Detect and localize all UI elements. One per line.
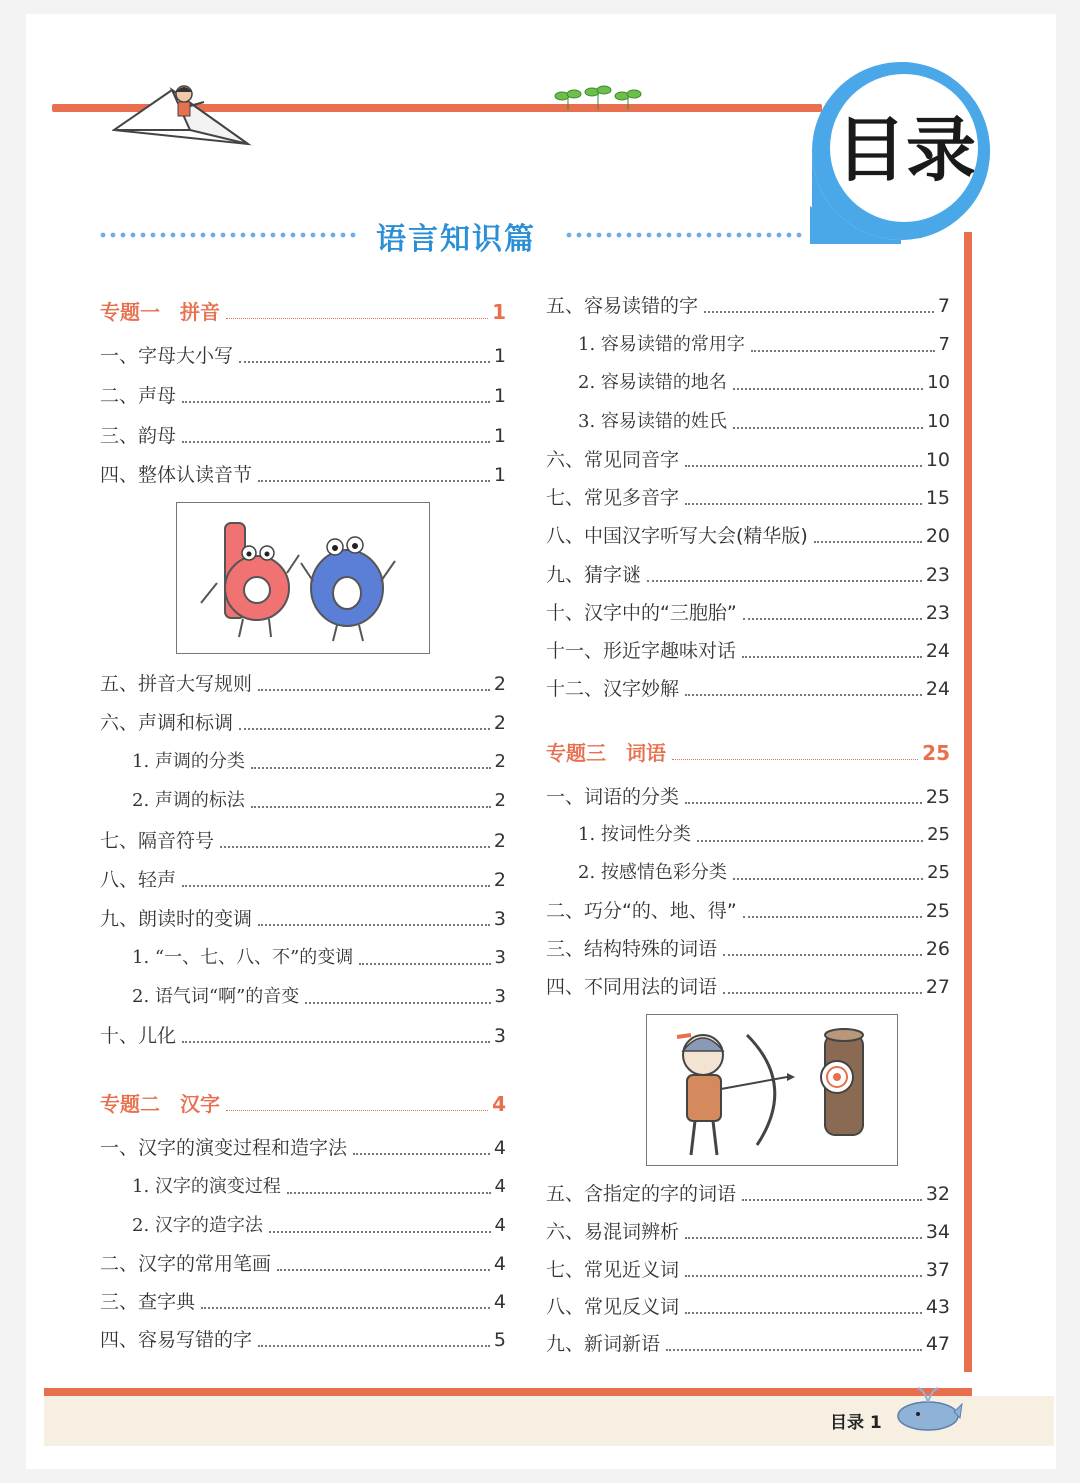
toc-entry-title: 八、中国汉字听写大会(精华版) — [546, 525, 808, 547]
dot-leader — [751, 350, 935, 352]
dot-leader — [305, 1002, 490, 1004]
toc-entry-title: 十、汉字中的“三胞胎” — [546, 602, 737, 624]
dot-leader — [733, 388, 923, 390]
toc-entry — [546, 975, 950, 999]
toc-page-number: 7 — [938, 334, 950, 355]
toc-entry-title: 五、拼音大写规则 — [100, 673, 253, 695]
page-footer-label: 目录 1 — [830, 1413, 882, 1433]
toc-entry-title: 三、查字典 — [100, 1291, 196, 1313]
dot-leader — [258, 924, 490, 926]
toc-entry-title: 八、轻声 — [100, 869, 177, 891]
toc-entry — [546, 524, 950, 548]
toc-entry — [546, 639, 950, 663]
toc-entry-title: 3. 容易读错的姓氏 — [578, 411, 727, 432]
toc-entry-title: 七、常见近义词 — [546, 1259, 680, 1281]
toc-page-number: 25 — [927, 862, 950, 883]
toc-entry — [100, 424, 506, 448]
toc-entry — [100, 1024, 506, 1048]
right-border-line — [964, 232, 972, 1372]
toc-entry — [546, 677, 950, 701]
toc-entry — [578, 371, 950, 395]
toc-entry-title: 2. 汉字的造字法 — [132, 1215, 263, 1236]
dot-leader — [685, 694, 922, 696]
toc-page-number: 2 — [493, 673, 506, 695]
dot-leader — [258, 480, 490, 482]
toc-page-number: 43 — [925, 1296, 950, 1318]
toc-entry-title: 专题三 词语 — [546, 741, 666, 765]
toc-entry — [132, 1175, 506, 1199]
toc-entry — [578, 823, 950, 847]
toc-entry — [546, 563, 950, 587]
toc-page-number: 25 — [927, 824, 950, 845]
toc-page-number: 20 — [925, 525, 950, 547]
dot-leader — [742, 656, 922, 658]
toc-page-number: 4 — [493, 1137, 506, 1159]
dot-leader — [277, 1269, 490, 1271]
toc-entry — [578, 861, 950, 885]
toc-page-number: 3 — [493, 1025, 506, 1047]
dot-leader — [685, 802, 922, 804]
toc-entry — [546, 1295, 950, 1319]
dot-leader — [666, 1349, 922, 1351]
toc-entry — [100, 868, 506, 892]
toc-chapter-heading — [100, 300, 506, 324]
toc-entry-title: 六、常见同音字 — [546, 449, 680, 471]
dot-leader — [239, 728, 490, 730]
toc-entry — [546, 1258, 950, 1282]
toc-page-number: 34 — [925, 1221, 950, 1243]
toc-page-number: 4 — [494, 1176, 506, 1197]
toc-page-number: 15 — [925, 487, 950, 509]
toc-entry-title: 三、结构特殊的词语 — [546, 938, 718, 960]
toc-page-number: 3 — [494, 986, 506, 1007]
toc-page-number: 3 — [493, 908, 506, 930]
toc-page-number: 7 — [937, 295, 950, 317]
toc-page-number: 1 — [493, 464, 506, 486]
toc-entry-title: 三、韵母 — [100, 425, 177, 447]
toc-entry — [100, 829, 506, 853]
dot-leader — [182, 1041, 490, 1043]
dotted-divider-left — [100, 232, 360, 238]
toc-page-number: 4 — [492, 1092, 506, 1116]
toc-entry-title: 五、容易读错的字 — [546, 295, 699, 317]
dot-leader — [685, 465, 922, 467]
toc-page-number: 26 — [925, 938, 950, 960]
toc-entry — [546, 448, 950, 472]
toc-entry-title: 1. 容易读错的常用字 — [578, 334, 745, 355]
toc-entry-title: 九、新词新语 — [546, 1333, 661, 1355]
toc-entry — [546, 937, 950, 961]
illustration-bo-letters — [176, 502, 430, 654]
toc-chapter-heading — [100, 1092, 506, 1116]
dot-leader — [226, 318, 488, 319]
dot-leader — [251, 806, 491, 808]
toc-entry — [100, 1290, 506, 1314]
toc-page-number: 10 — [927, 411, 950, 432]
toc-page-number: 2 — [493, 830, 506, 852]
toc-page-number: 32 — [925, 1183, 950, 1205]
dot-leader — [258, 689, 490, 691]
dot-leader — [733, 427, 923, 429]
toc-entry — [100, 1252, 506, 1276]
toc-entry-title: 1. 声调的分类 — [132, 751, 245, 772]
toc-entry — [100, 344, 506, 368]
toc-entry-title: 七、隔音符号 — [100, 830, 215, 852]
toc-entry-title: 2. 语气词“啊”的音变 — [132, 986, 300, 1007]
toc-page-number: 5 — [493, 1329, 506, 1351]
toc-page-number: 24 — [925, 640, 950, 662]
toc-entry — [578, 410, 950, 434]
toc-entry-title: 二、巧分“的、地、得” — [546, 900, 737, 922]
toc-page-number: 1 — [493, 425, 506, 447]
toc-entry-title: 二、汉字的常用笔画 — [100, 1253, 272, 1275]
toc-entry — [546, 294, 950, 318]
toc-entry-title: 八、常见反义词 — [546, 1296, 680, 1318]
toc-entry-title: 1. 按词性分类 — [578, 824, 691, 845]
toc-page-number: 25 — [925, 900, 950, 922]
toc-page-number: 10 — [927, 372, 950, 393]
dot-leader — [239, 361, 490, 363]
toc-title: 目录 — [836, 109, 976, 191]
whale-icon — [894, 1378, 964, 1434]
toc-entry-title: 2. 声调的标法 — [132, 790, 245, 811]
dot-leader — [353, 1153, 490, 1155]
toc-entry-title: 六、易混词辨析 — [546, 1221, 680, 1243]
toc-page-number: 2 — [493, 869, 506, 891]
toc-entry — [546, 785, 950, 809]
toc-entry-title: 1. 汉字的演变过程 — [132, 1176, 281, 1197]
toc-page-number: 27 — [925, 976, 950, 998]
dot-leader — [647, 580, 922, 582]
dot-leader — [743, 618, 922, 620]
toc-entry-title: 四、整体认读音节 — [100, 464, 253, 486]
dot-leader — [182, 885, 490, 887]
toc-page-number: 10 — [925, 449, 950, 471]
toc-page-number: 25 — [925, 786, 950, 808]
toc-page-number: 1 — [492, 300, 506, 324]
dot-leader — [742, 1199, 922, 1201]
dot-leader — [723, 992, 922, 994]
dot-leader — [723, 954, 922, 956]
toc-entry — [100, 1136, 506, 1160]
toc-entry-title: 十一、形近字趣味对话 — [546, 640, 737, 662]
dot-leader — [814, 541, 922, 543]
dot-leader — [697, 840, 923, 842]
section-title: 语言知识篇 — [376, 222, 536, 257]
illustration-archer — [646, 1014, 898, 1166]
toc-page-number: 2 — [494, 751, 506, 772]
toc-entry — [100, 1328, 506, 1352]
toc-page-number: 1 — [493, 345, 506, 367]
dot-leader — [685, 503, 922, 505]
toc-entry — [100, 672, 506, 696]
toc-entry — [546, 486, 950, 510]
dot-leader — [269, 1231, 491, 1233]
toc-entry-title: 一、字母大小写 — [100, 345, 234, 367]
toc-entry — [100, 907, 506, 931]
toc-entry — [100, 711, 506, 735]
toc-page-number: 47 — [925, 1333, 950, 1355]
toc-entry — [546, 899, 950, 923]
toc-entry-title: 2. 按感情色彩分类 — [578, 862, 727, 883]
toc-page-number: 24 — [925, 678, 950, 700]
toc-page-number: 2 — [494, 790, 506, 811]
toc-entry-title: 1. “一、七、八、不”的变调 — [132, 947, 354, 968]
toc-entry-title: 专题一 拼音 — [100, 300, 220, 324]
dot-leader — [685, 1275, 922, 1277]
toc-entry — [132, 750, 506, 774]
dot-leader — [743, 916, 922, 918]
toc-entry — [100, 384, 506, 408]
letters-bo-icon — [177, 503, 429, 653]
toc-page-number: 23 — [925, 564, 950, 586]
toc-page-number: 23 — [925, 602, 950, 624]
dot-leader — [182, 401, 490, 403]
toc-entry-title: 十、儿化 — [100, 1025, 177, 1047]
toc-entry-title: 六、声调和标调 — [100, 712, 234, 734]
dot-leader — [220, 846, 490, 848]
toc-entry — [578, 333, 950, 357]
dot-leader — [704, 311, 934, 313]
dot-leader — [672, 759, 918, 760]
toc-entry — [546, 1332, 950, 1356]
paper-plane-icon — [112, 80, 252, 150]
dot-leader — [182, 441, 490, 443]
dot-leader — [251, 767, 491, 769]
toc-entry-title: 九、猜字谜 — [546, 564, 642, 586]
toc-entry-title: 十二、汉字妙解 — [546, 678, 680, 700]
toc-entry — [132, 985, 506, 1009]
toc-page-number: 1 — [493, 385, 506, 407]
toc-entry-title: 四、容易写错的字 — [100, 1329, 253, 1351]
dot-leader — [685, 1237, 922, 1239]
toc-page-number: 4 — [493, 1291, 506, 1313]
toc-entry-title: 九、朗读时的变调 — [100, 908, 253, 930]
toc-page-number: 37 — [925, 1259, 950, 1281]
sprout-icon — [554, 84, 658, 112]
toc-chapter-heading — [546, 741, 950, 765]
archer-target-icon — [647, 1015, 897, 1165]
toc-entry-title: 二、声母 — [100, 385, 177, 407]
dot-leader — [359, 963, 490, 965]
toc-entry — [132, 789, 506, 813]
toc-page-number: 3 — [494, 947, 506, 968]
dotted-divider-right — [566, 232, 806, 238]
toc-entry — [132, 946, 506, 970]
toc-entry-title: 2. 容易读错的地名 — [578, 372, 727, 393]
toc-page-number: 2 — [493, 712, 506, 734]
toc-entry — [546, 1182, 950, 1206]
toc-entry — [546, 1220, 950, 1244]
toc-entry-title: 五、含指定的字的词语 — [546, 1183, 737, 1205]
toc-entry — [132, 1214, 506, 1238]
toc-entry — [546, 601, 950, 625]
toc-entry-title: 四、不同用法的词语 — [546, 976, 718, 998]
dot-leader — [287, 1192, 491, 1194]
dot-leader — [226, 1110, 488, 1111]
dot-leader — [733, 878, 923, 880]
dot-leader — [201, 1307, 490, 1309]
toc-entry-title: 专题二 汉字 — [100, 1092, 220, 1116]
bottom-border-line — [44, 1388, 972, 1396]
toc-entry-title: 一、词语的分类 — [546, 786, 680, 808]
dot-leader — [685, 1312, 922, 1314]
toc-entry — [100, 463, 506, 487]
toc-page-number: 4 — [493, 1253, 506, 1275]
dot-leader — [258, 1345, 490, 1347]
toc-page-number: 25 — [922, 741, 950, 765]
toc-page-number: 4 — [494, 1215, 506, 1236]
toc-entry-title: 一、汉字的演变过程和造字法 — [100, 1137, 348, 1159]
toc-entry-title: 七、常见多音字 — [546, 487, 680, 509]
